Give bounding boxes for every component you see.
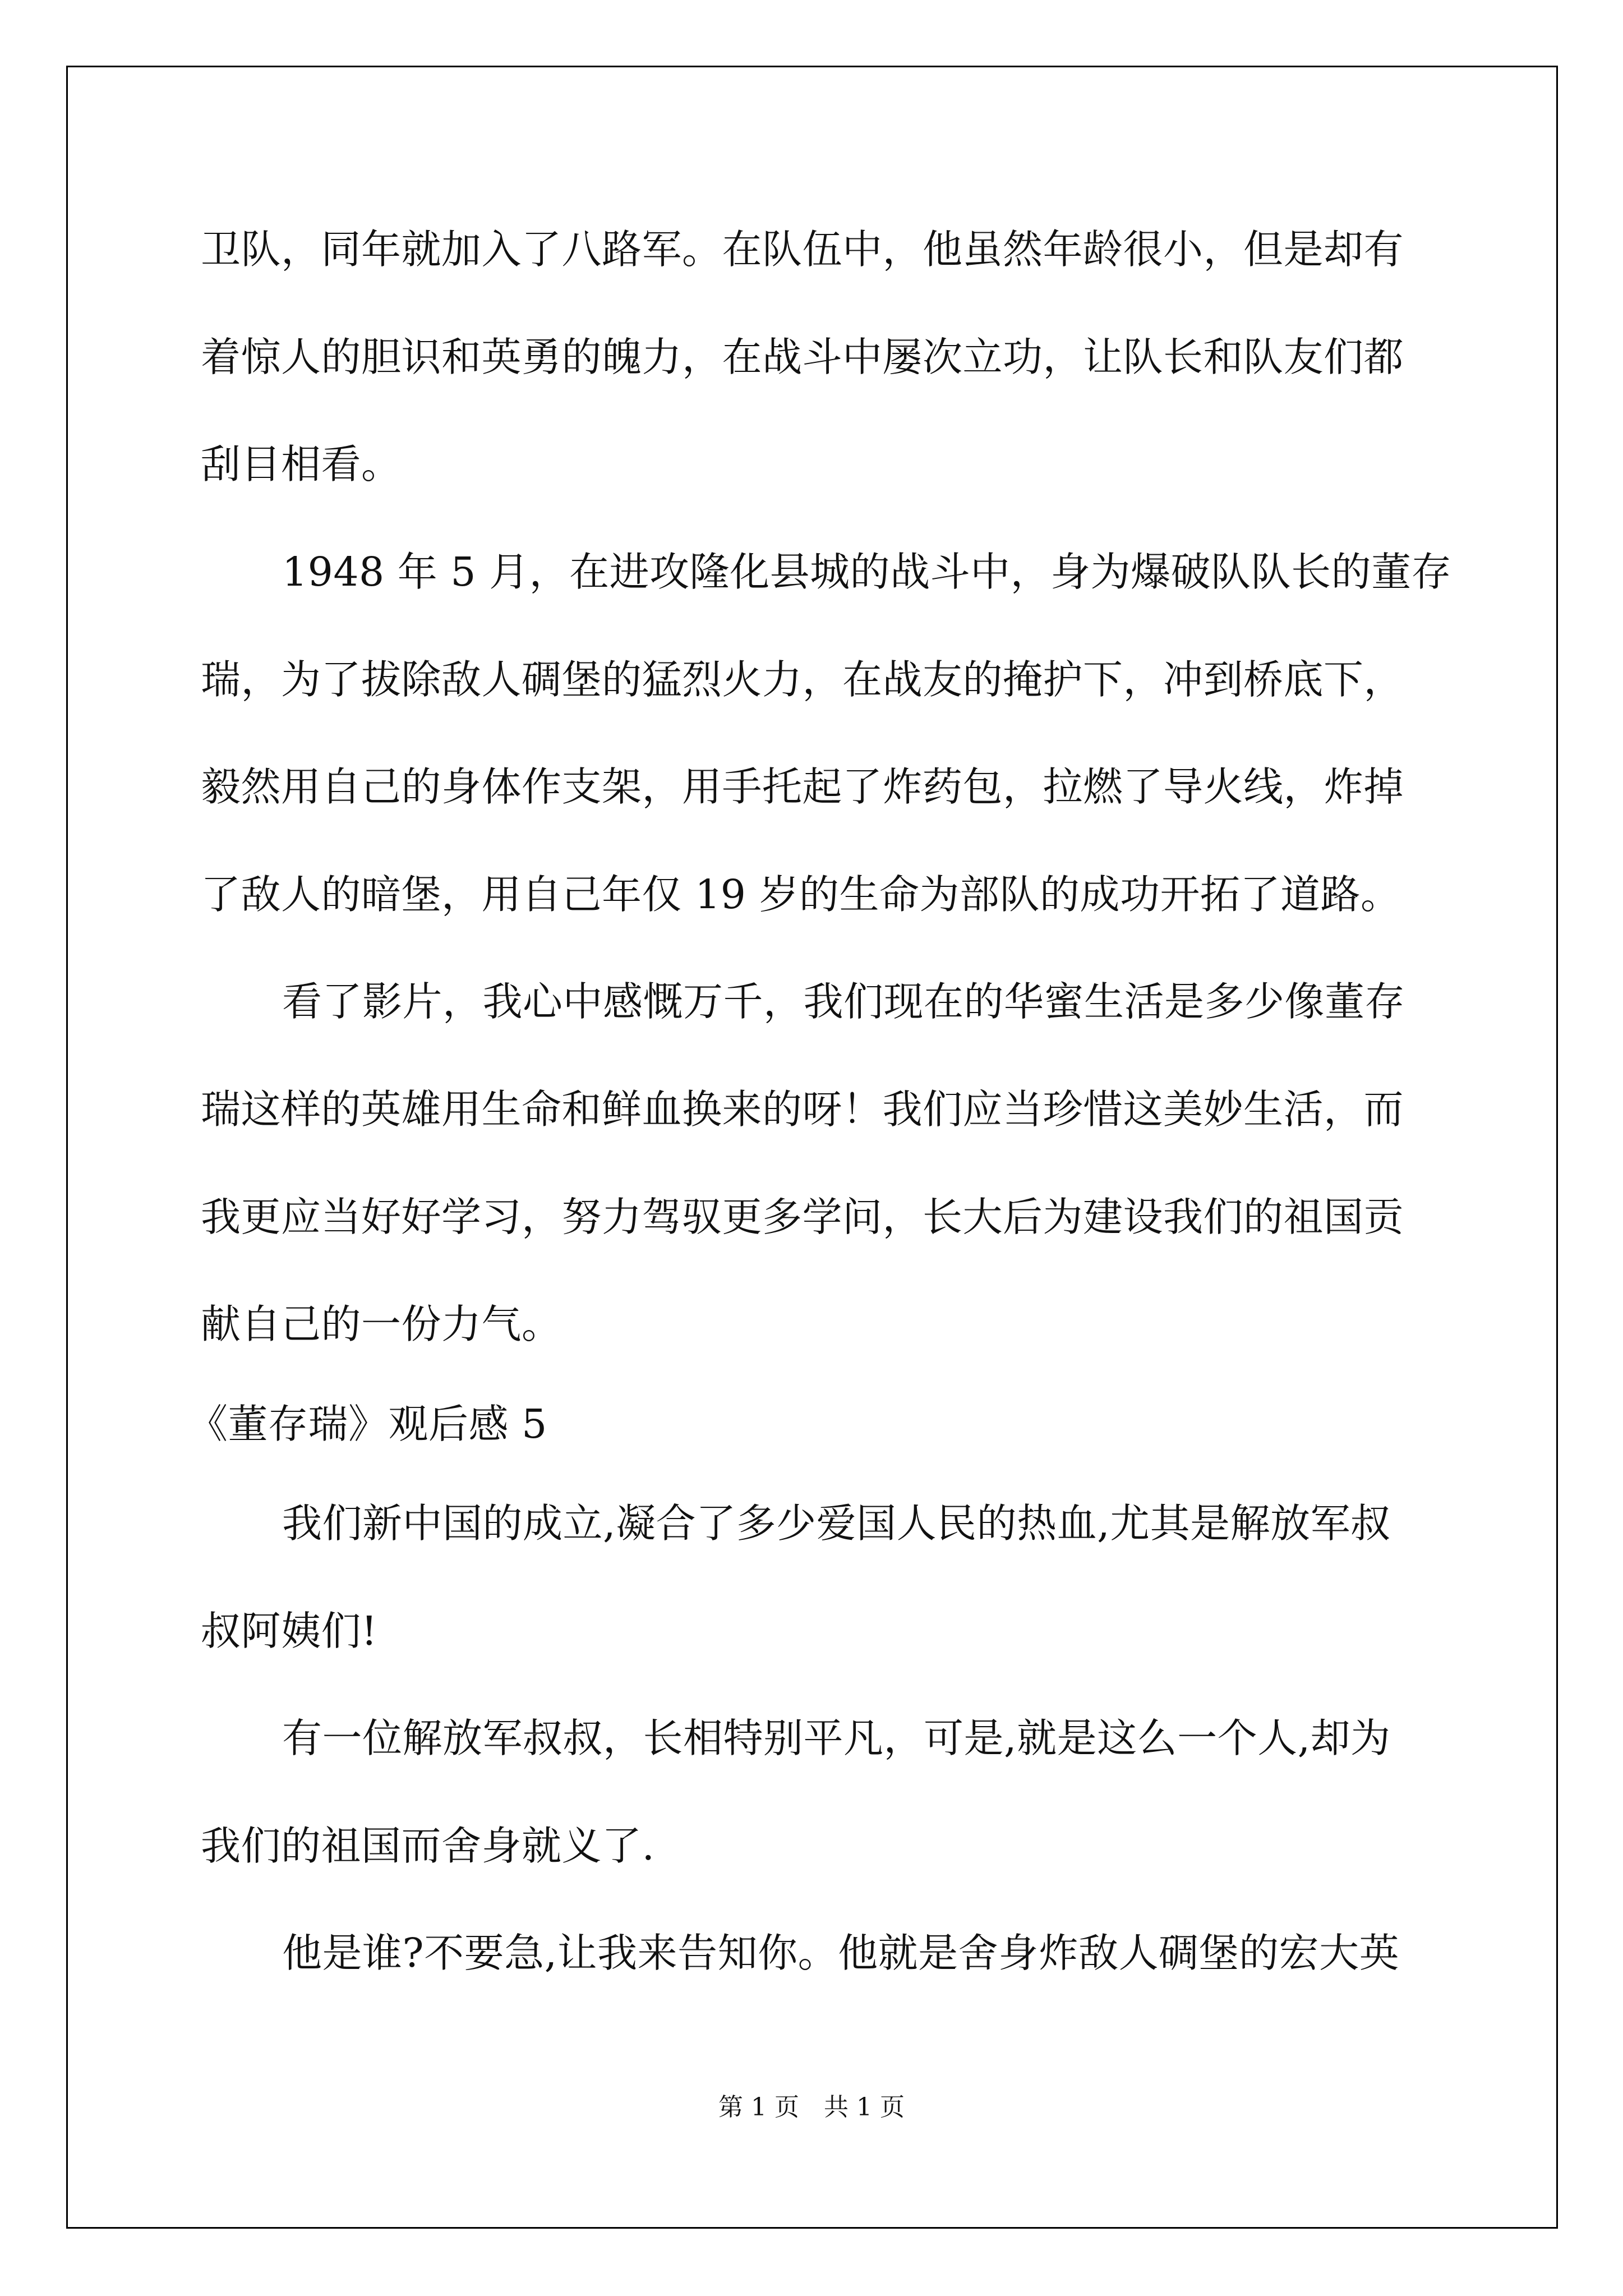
text-line: 刮目相看。 — [201, 441, 402, 487]
text-line: 我们的祖国而舍身就义了. — [201, 1823, 655, 1869]
text-line: 我们新中国的成立,凝合了多少爱国人民的热血,尤其是解放军叔 — [282, 1500, 1391, 1547]
text-line: 有一位解放军叔叔，长相特别平凡，可是,就是这么一个人,却为 — [282, 1715, 1391, 1761]
section-heading: 《董存瑞》观后感 5 — [188, 1401, 547, 1447]
page-border — [66, 66, 1558, 2229]
text-line: 他是谁?不要急,让我来告知你。他就是舍身炸敌人碉堡的宏大英 — [282, 1930, 1400, 1976]
text-line: 献自己的一份力气。 — [201, 1301, 562, 1347]
text-line: 了敌人的暗堡，用自己年仅 19 岁的生命为部队的成功开拓了道路。 — [201, 871, 1401, 918]
text-line: 着惊人的胆识和英勇的魄力，在战斗中屡次立功，让队长和队友们都 — [201, 334, 1404, 380]
text-line: 毅然用自己的身体作支架，用手托起了炸药包，拉燃了导火线，炸掉 — [201, 763, 1404, 810]
text-line: 瑞，为了拔除敌人碉堡的猛烈火力，在战友的掩护下，冲到桥底下， — [201, 656, 1404, 703]
text-line: 瑞这样的英雄用生命和鲜血换来的呀！我们应当珍惜这美妙生活，而 — [201, 1086, 1404, 1133]
text-line: 1948 年 5 月，在进攻隆化县城的战斗中，身为爆破队队长的董存 — [282, 549, 1452, 595]
text-line: 我更应当好好学习，努力驾驭更多学问，长大后为建设我们的祖国贡 — [201, 1194, 1404, 1240]
text-line: 卫队，同年就加入了八路军。在队伍中，他虽然年龄很小，但是却有 — [201, 226, 1404, 273]
text-line: 叔阿姨们! — [201, 1608, 378, 1654]
page-footer: 第 1 页 共 1 页 — [718, 2093, 905, 2122]
text-line: 看了影片，我心中感慨万千，我们现在的华蜜生活是多少像董存 — [282, 978, 1405, 1025]
